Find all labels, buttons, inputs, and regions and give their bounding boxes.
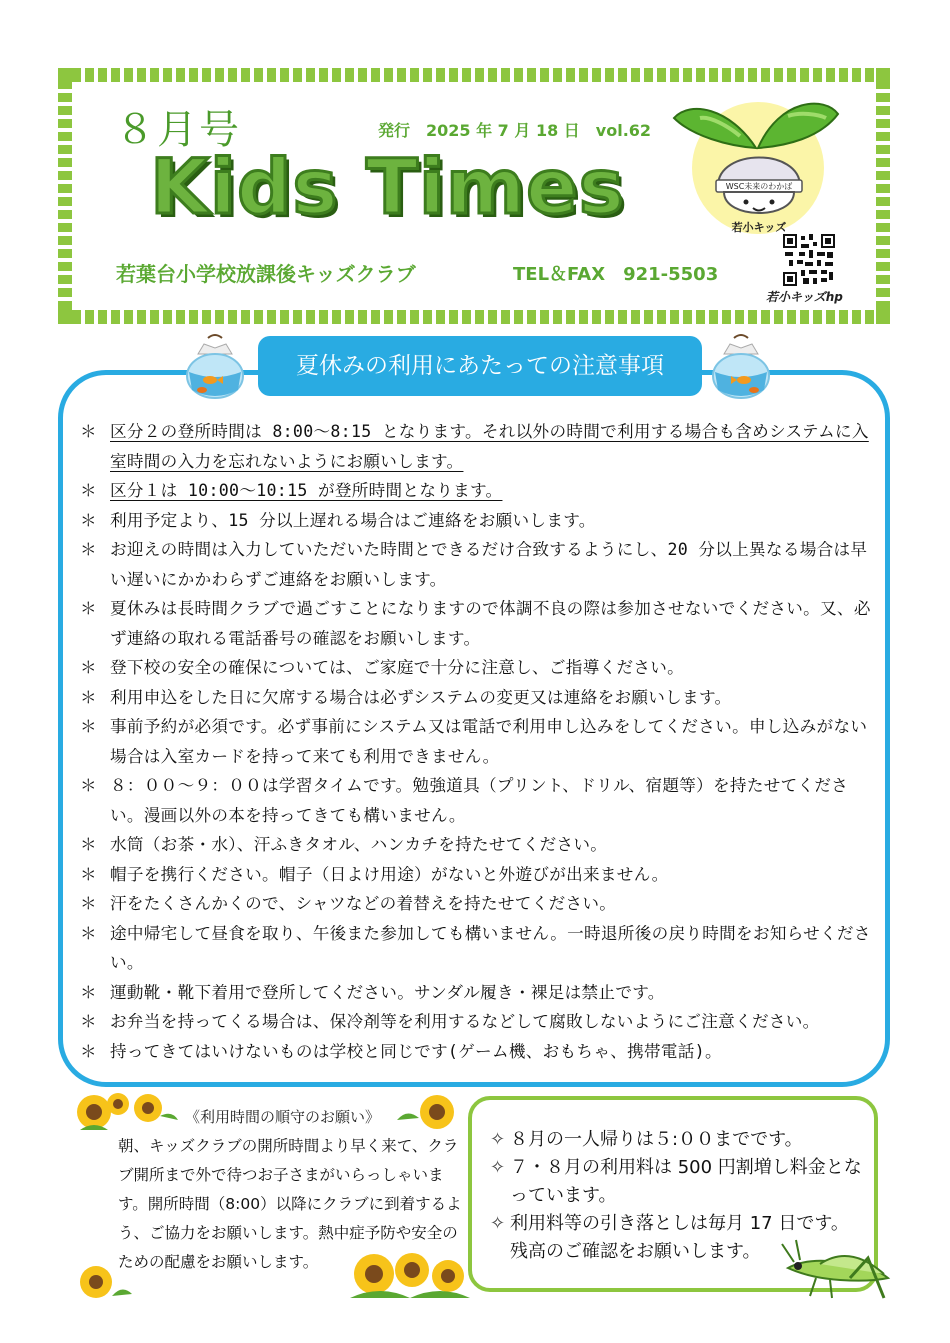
notice-item	[80, 506, 880, 536]
notice-item	[80, 594, 880, 653]
notice-item-text: 事前予約が必須です。必ず事前にシステム又は電話で利用申し込みをしてください。申し込みがない場合は入室カードを持って来ても利用できません。	[110, 717, 868, 766]
notice-item	[80, 653, 880, 683]
tel-fax: TEL＆FAX 921-5503	[513, 264, 719, 285]
bullet-mark: ＊	[80, 687, 97, 707]
notice-item-text: 利用申込をした日に欠席する場合は必ずシステムの変更又は連絡をお願いします。	[110, 687, 732, 707]
notice-item-text: 夏休みは長時間クラブで過ごすことになりますので体調不良の際は参加させないでください。又、必ず連絡の取れる電話番号の確認をお願いします。	[110, 599, 871, 648]
notice-item	[80, 771, 880, 830]
bullet-mark: ＊	[80, 982, 97, 1002]
notice-item	[80, 712, 880, 771]
mascot-name: 若小キッズ	[731, 221, 787, 234]
issue-month: ８月号	[115, 107, 241, 153]
info-item-text: 利用料等の引き落としは毎月 17 日です。残高のご確認をお願いします。	[510, 1213, 849, 1262]
mascot-banner-text: WSC未来のわかば	[725, 182, 793, 191]
fishbowl-icon	[706, 332, 776, 402]
organization-name: 若葉台小学校放課後キッズクラブ	[116, 262, 416, 286]
bullet-mark: ＊	[80, 540, 97, 559]
notice-item	[80, 919, 880, 978]
bullet-mark: ＊	[80, 717, 97, 736]
sunflower-icon	[395, 1090, 459, 1134]
notice-item	[80, 1037, 880, 1067]
grasshopper-icon	[780, 1238, 900, 1304]
bullet-mark: ＊	[80, 894, 97, 913]
info-item	[490, 1154, 865, 1210]
bullet-mark: ＊	[80, 1041, 97, 1061]
notice-item-text: お迎えの時間は入力していただいた時間とできるだけ合致するようにし、20 分以上異なる場合は早い遅いにかかわらずご連絡をお願いします。	[110, 540, 868, 589]
info-item-text: ７・８月の利用料は 500 円割増し料金となっています。	[510, 1157, 862, 1206]
bullet-mark: ＊	[80, 658, 97, 677]
notice-item-text: 運動靴・靴下着用で登所してください。サンダル履き・裸足は禁止です。	[110, 982, 665, 1002]
notice-list	[80, 417, 880, 1066]
notice-item-text: 汗をたくさんかくので、シャツなどの着替えを持たせてください。	[110, 894, 617, 913]
mascot-logo	[670, 88, 840, 238]
notice-item	[80, 889, 880, 919]
notice-item	[80, 1007, 880, 1037]
notice-item-text: 帽子を携行ください。帽子（日よけ用途）がないと外遊びが出来ません。	[110, 864, 669, 884]
notice-item-text: ８：００〜９：００は学習タイムです。勉強道具（プリント、ドリル、宿題等）を持たせてください。漫画以外の本を持ってきても構いません。	[110, 776, 849, 825]
notice-item	[80, 535, 880, 594]
info-item-text: ８月の一人帰りは５:００までです。	[510, 1129, 803, 1150]
bullet-mark: ＊	[80, 481, 97, 500]
bullet-mark: ＊	[80, 776, 97, 795]
info-item	[490, 1126, 865, 1154]
issue-date-volume: 発行 2025 年 7 月 18 日 vol.62	[378, 121, 652, 140]
diamond-icon: ✧	[490, 1213, 506, 1234]
notice-item-text: 区分１は 10:00〜10:15 が登所時間となります。	[110, 481, 503, 500]
notice-item-text: 途中帰宅して昼食を取り、午後また参加しても構いません。一時退所後の戻り時間をお知らせください。	[110, 923, 871, 972]
notice-item	[80, 978, 880, 1008]
notice-item-text: 登下校の安全の確保については、ご家庭で十分に注意し、ご指導ください。	[110, 658, 685, 677]
bullet-mark: ＊	[80, 864, 97, 884]
notice-item-text: 区分２の登所時間は 8:00〜8:15 となります。それ以外の時間で利用する場合も含めシステムに入室時間の入力を忘れないようにお願いします。	[110, 422, 869, 471]
notice-item-text: お弁当を持ってくる場合は、保冷剤等を利用するなどして腐敗しないようにご注意ください。	[110, 1012, 820, 1031]
sunflower-icon	[74, 1090, 130, 1134]
qr-code	[783, 234, 835, 286]
notice-title: 夏休みの利用にあたっての注意事項	[296, 353, 664, 379]
notice-item	[80, 476, 880, 506]
bullet-mark: ＊	[80, 422, 97, 441]
qr-label: 若小キッズhp	[766, 290, 843, 304]
bullet-mark: ＊	[80, 835, 97, 854]
diamond-icon: ✧	[490, 1157, 506, 1178]
sunflower-icon	[74, 1262, 134, 1302]
fishbowl-icon	[180, 332, 250, 402]
sunflower-icon	[130, 1090, 180, 1130]
notice-item-text: 水筒（お茶・水）、汗ふきタオル、ハンカチを持たせてください。	[110, 835, 608, 854]
sunflower-icon	[350, 1244, 470, 1300]
notice-item	[80, 417, 880, 476]
bullet-mark: ＊	[80, 923, 97, 943]
request-body: 朝、キッズクラブの開所時間より早く来て、クラブ開所まで外で待つお子さまがいらっしゃいます。開所時間（8:00）以降にクラブに到着するよう、ご協力をお願いします。熱中症予防や安全のための配慮をお願いします。	[118, 1137, 462, 1271]
notice-item	[80, 683, 880, 713]
notice-item	[80, 830, 880, 860]
notice-item	[80, 860, 880, 890]
bullet-mark: ＊	[80, 510, 97, 530]
notice-item-text: 持ってきてはいけないものは学校と同じです(ゲーム機、おもちゃ、携帯電話)。	[110, 1041, 722, 1061]
newsletter-title: Kids Times	[150, 142, 625, 231]
notice-item-text: 利用予定より、15 分以上遅れる場合はご連絡をお願いします。	[110, 510, 596, 530]
bullet-mark: ＊	[80, 599, 97, 618]
diamond-icon: ✧	[490, 1129, 506, 1150]
request-title: 《利用時間の順守のお願い》	[185, 1108, 381, 1126]
bullet-mark: ＊	[80, 1012, 97, 1031]
